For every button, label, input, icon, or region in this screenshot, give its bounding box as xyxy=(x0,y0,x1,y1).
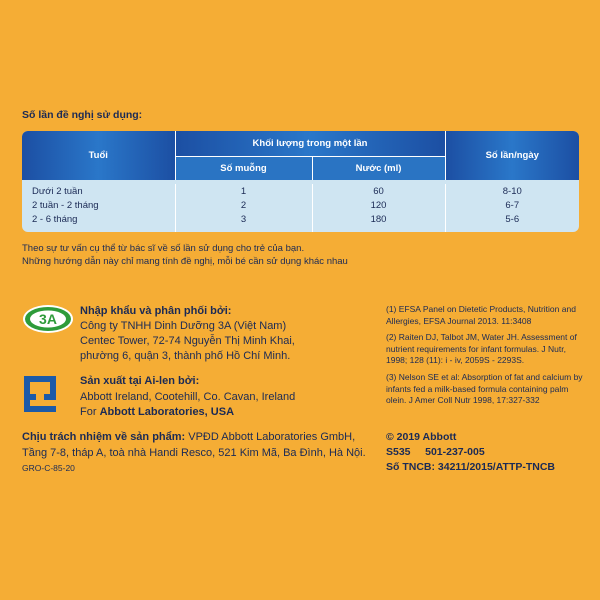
usage-title: Số lần đề nghị sử dụng: xyxy=(22,109,143,121)
table-row xyxy=(22,198,579,212)
header-amount: Khối lượng trong một lần xyxy=(175,131,445,157)
importer-line: Công ty TNHH Dinh Dưỡng 3A (Việt Nam) xyxy=(80,320,287,332)
maker-for-name: Abbott Laboratories, USA xyxy=(99,406,235,418)
maker-for xyxy=(80,405,400,421)
tncb-number: Số TNCB: 34211/2015/ATTP-TNCB xyxy=(386,461,556,473)
cell-water: 180 xyxy=(312,212,445,226)
cell-age: Dưới 2 tuần xyxy=(32,185,83,197)
product-code: S535 501-237-005 xyxy=(386,446,485,458)
importer-line: phường 6, quận 3, thành phố Hồ Chí Minh. xyxy=(80,350,291,362)
maker-line: Abbott Ireland, Cootehill, Co. Cavan, Ireland xyxy=(80,390,296,403)
reference-item: (2) Raiten DJ, Talbot JM, Water JH. Assessment of nutrient requirements for infant formulas. J Nutr, 1998; 128 (11): i - iv, 2059S - 2293S. xyxy=(386,332,577,366)
usage-table xyxy=(22,131,579,232)
responsibility-body: VPĐD Abbott Laboratories GmbH, Tầng 7-8, tháp A, toà nhà Handi Resco, 521 Kim Mã, Ba Đình, Hà Nội. xyxy=(22,431,366,459)
cell-water: 120 xyxy=(312,198,445,212)
importer-heading: Nhập khẩu và phân phối bởi: xyxy=(80,305,232,317)
legal-info xyxy=(386,430,555,475)
usage-notes xyxy=(22,242,348,268)
product-code-small: GRO-C-85-20 xyxy=(22,463,75,473)
maker-for-prefix: For xyxy=(80,406,100,418)
3a-logo-icon xyxy=(22,304,74,334)
table-row xyxy=(22,184,579,198)
logo-3a-text: 3A xyxy=(39,311,57,327)
references xyxy=(386,304,586,412)
cell-scoops: 1 xyxy=(175,184,312,198)
abbott-logo-icon xyxy=(22,374,58,414)
header-age: Tuổi xyxy=(22,131,175,180)
cell-scoops: 2 xyxy=(175,198,312,212)
table-row xyxy=(22,212,579,226)
note-line: Theo sự tư vấn cụ thể từ bác sĩ về số lần sử dụng cho trẻ của bạn. xyxy=(22,243,305,254)
cell-age: 2 tuần - 2 tháng xyxy=(32,199,99,211)
cell-times: 6-7 xyxy=(445,198,579,212)
reference-item: (3) Nelson SE et al: Absorption of fat and calcium by infants fed a milk-based formula containing palm olein. J Amer Coll Nutr 1998, 17:327-332 xyxy=(386,371,583,406)
maker-text xyxy=(80,374,400,421)
copyright: © 2019 Abbott xyxy=(386,431,457,443)
header-times: Số lần/ngày xyxy=(445,131,579,180)
cell-scoops: 3 xyxy=(175,212,312,226)
responsibility-label: Chịu trách nhiệm về sản phẩm: xyxy=(22,431,186,443)
maker-heading: Sản xuất tại Ai-len bởi: xyxy=(80,375,200,387)
header-water: Nước (ml) xyxy=(312,157,445,181)
importer-text xyxy=(80,304,400,364)
responsibility-text xyxy=(22,430,367,461)
cell-times: 8-10 xyxy=(445,184,579,198)
cell-age: 2 - 6 tháng xyxy=(32,213,78,225)
cell-water: 60 xyxy=(312,184,445,198)
note-line: Những hướng dẫn này chỉ mang tính đề nghị, mỗi bé cần sử dụng khác nhau xyxy=(22,256,348,267)
importer-line: Centec Tower, 72-74 Nguyễn Thị Minh Khai, xyxy=(80,335,295,347)
header-scoops: Số muỗng xyxy=(175,157,312,181)
cell-times: 5-6 xyxy=(445,212,579,226)
reference-item: (1) EFSA Panel on Dietetic Products, Nutrition and Allergies, EFSA Journal 2013. 11:3408 xyxy=(386,304,576,326)
